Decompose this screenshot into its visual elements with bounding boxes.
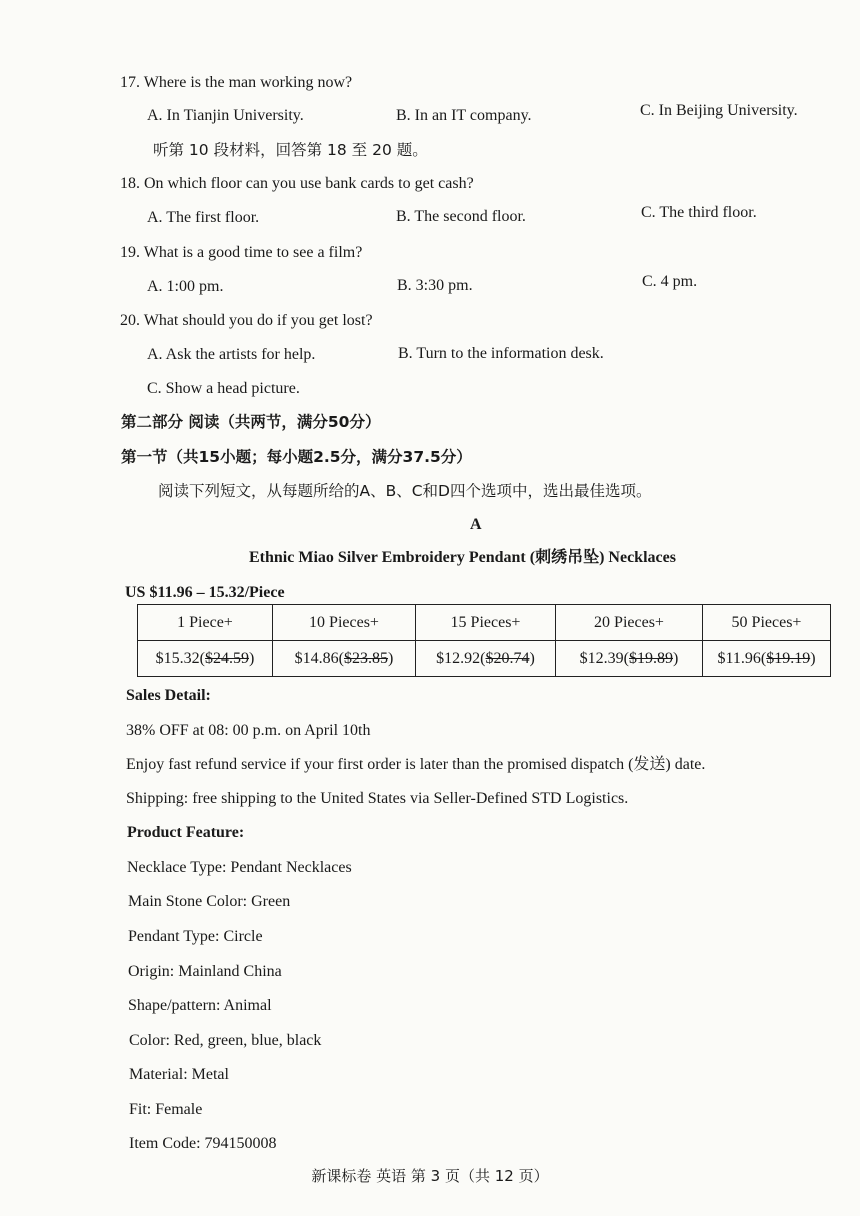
page-footer: 新课标卷 英语 第 3 页（共 12 页） (311, 1167, 549, 1185)
question-20-stem: 20. What should you do if you get lost? (120, 312, 373, 329)
price-cell: $11.96($19.19) (703, 641, 831, 677)
question-20-option-b: B. Turn to the information desk. (398, 345, 604, 362)
feature-line: Shape/pattern: Animal (128, 997, 272, 1014)
reading-instruction: 阅读下列短文，从每题所给的A、B、C和D四个选项中，选出最佳选项。 (158, 482, 652, 500)
price-table (137, 604, 831, 677)
price-cell: $15.32($24.59) (138, 641, 273, 677)
question-18-option-c: C. The third floor. (641, 204, 757, 221)
sales-line: Shipping: free shipping to the United States via Seller-Defined STD Logistics. (126, 790, 629, 807)
feature-line: Fit: Female (129, 1101, 203, 1118)
feature-line: Main Stone Color: Green (128, 893, 291, 910)
question-17-option-c: C. In Beijing University. (640, 102, 798, 119)
question-17-option-b: B. In an IT company. (396, 107, 532, 124)
question-19-option-a: A. 1:00 pm. (147, 278, 224, 295)
table-header-cell: 20 Pieces+ (556, 605, 703, 641)
sales-line: Enjoy fast refund service if your first order is later than the promised dispatch (发送) date. (126, 756, 706, 773)
original-price: $24.59 (205, 649, 249, 667)
feature-line: Necklace Type: Pendant Necklaces (127, 859, 352, 876)
feature-line: Color: Red, green, blue, black (129, 1032, 322, 1049)
price-table-value-row (138, 641, 831, 677)
feature-line: Origin: Mainland China (128, 963, 282, 980)
price-cell: $12.39($19.89) (556, 641, 703, 677)
sales-detail-heading: Sales Detail: (126, 687, 211, 704)
question-19-option-c: C. 4 pm. (642, 273, 698, 290)
sale-price: $15.32 (155, 649, 200, 667)
product-title: Ethnic Miao Silver Embroidery Pendant (刺绣吊坠) Necklaces (249, 549, 676, 566)
question-18-option-b: B. The second floor. (396, 208, 526, 225)
price-table-header-row (138, 605, 831, 641)
question-18-option-a: A. The first floor. (147, 209, 260, 226)
price-range: US $11.96 – 15.32/Piece (125, 584, 285, 601)
question-19-stem: 19. What is a good time to see a film? (120, 244, 363, 261)
section-one-heading: 第一节（共15小题；每小题2.5分，满分37.5分） (121, 448, 472, 466)
product-feature-heading: Product Feature: (127, 824, 245, 841)
question-17-stem: 17. Where is the man working now? (120, 74, 353, 91)
original-price: $23.85 (344, 649, 388, 667)
table-header-cell: 15 Pieces+ (416, 605, 556, 641)
feature-line: Item Code: 794150008 (129, 1135, 277, 1152)
listening-instruction: 听第 10 段材料，回答第 18 至 20 题。 (153, 141, 428, 159)
price-cell: $12.92($20.74) (416, 641, 556, 677)
original-price: $19.19 (766, 649, 811, 667)
sale-price: $11.96 (717, 649, 761, 667)
question-20-option-c: C. Show a head picture. (147, 380, 300, 397)
sale-price: $12.92 (436, 649, 481, 667)
question-18-stem: 18. On which floor can you use bank cards to get cash? (120, 175, 474, 192)
passage-letter: A (470, 516, 482, 533)
question-17-option-a: A. In Tianjin University. (147, 107, 304, 124)
table-header-cell: 10 Pieces+ (273, 605, 416, 641)
table-header-cell: 50 Pieces+ (703, 605, 831, 641)
question-19-option-b: B. 3:30 pm. (397, 277, 473, 294)
price-cell: $14.86($23.85) (273, 641, 416, 677)
feature-line: Pendant Type: Circle (128, 928, 263, 945)
table-header-cell: 1 Piece+ (138, 605, 273, 641)
sale-price: $14.86 (294, 649, 339, 667)
question-20-option-a: A. Ask the artists for help. (147, 346, 316, 363)
sale-price: $12.39 (579, 649, 624, 667)
original-price: $19.89 (629, 649, 673, 667)
feature-line: Material: Metal (129, 1066, 229, 1083)
part-two-heading: 第二部分 阅读（共两节，满分50分） (121, 413, 381, 431)
sales-line: 38% OFF at 08: 00 p.m. on April 10th (126, 722, 371, 739)
original-price: $20.74 (485, 649, 530, 667)
